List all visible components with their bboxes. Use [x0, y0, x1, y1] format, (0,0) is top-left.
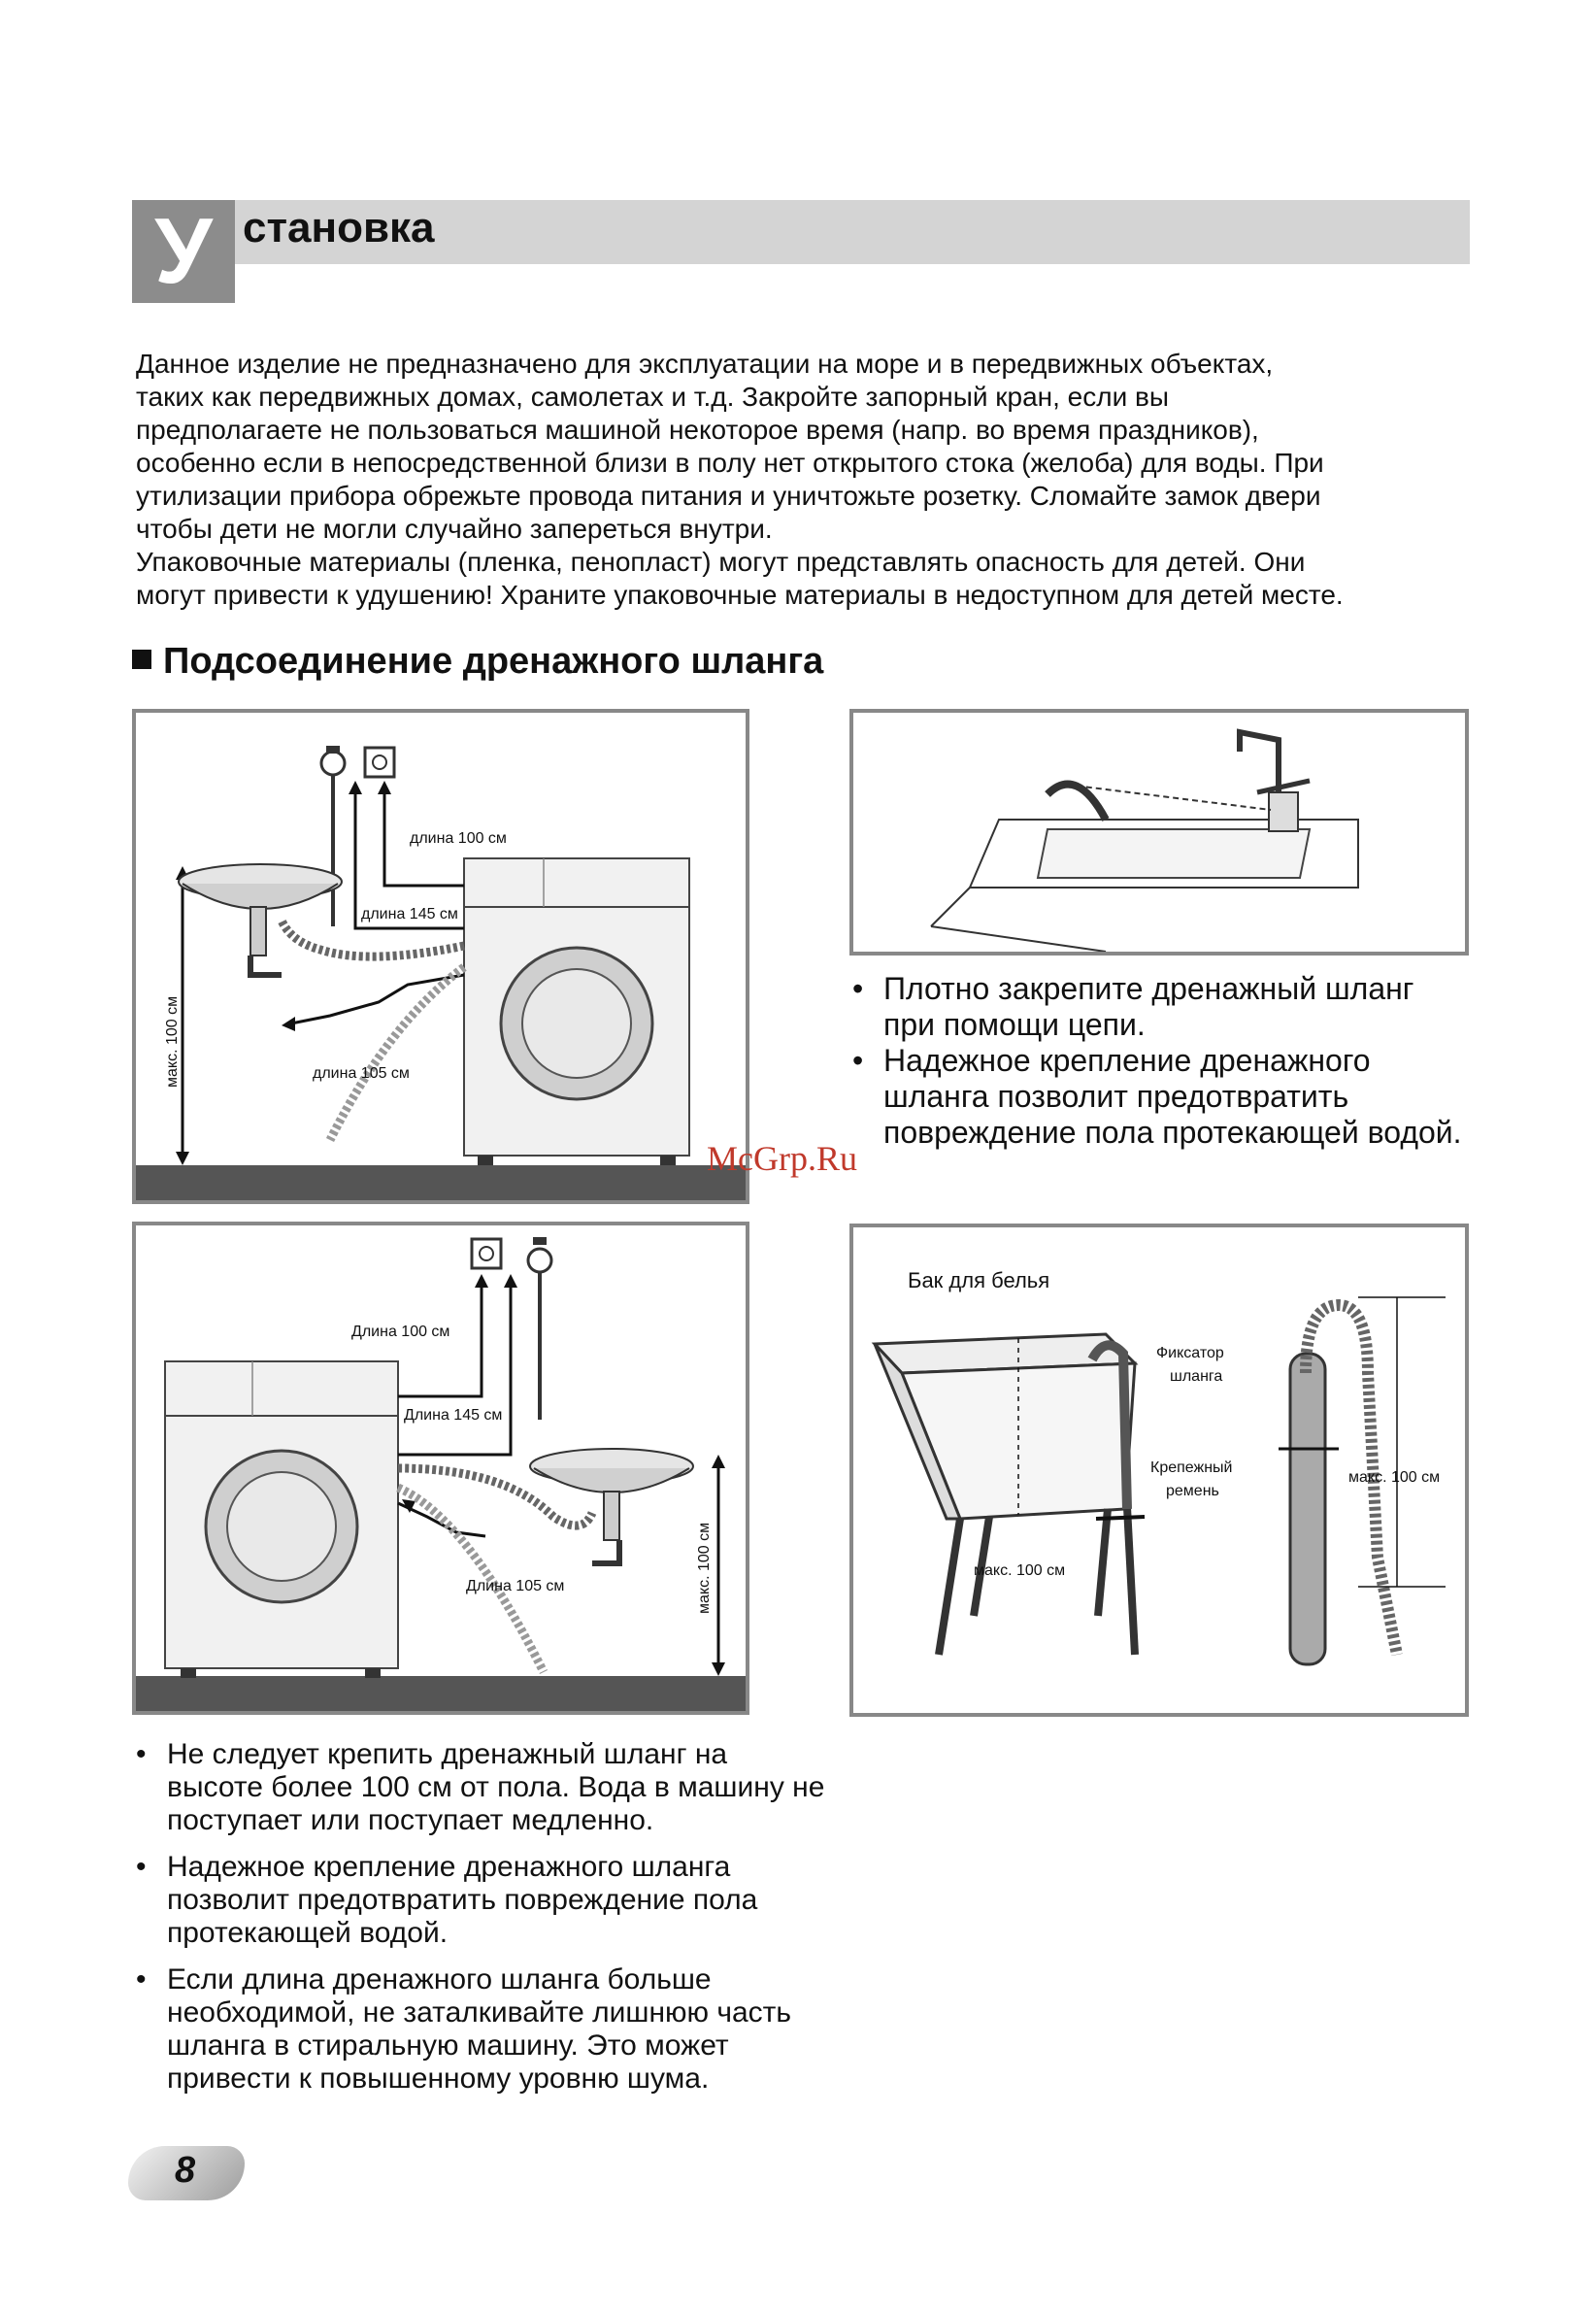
page-title: становка — [243, 204, 435, 252]
strap — [1096, 1517, 1145, 1519]
label-length-105: Длина 105 см — [466, 1578, 565, 1594]
intro-line: утилизации прибора обрежьте провода питания и уничтожьте розетку. Сломайте замок двери — [136, 481, 1321, 511]
sink — [530, 1449, 693, 1563]
label-max-100-pipe: макс. 100 см — [1348, 1469, 1441, 1486]
water-tap-icon — [528, 1237, 551, 1420]
label-hose-holder-2: шланга — [1170, 1368, 1223, 1385]
list-item: • Надежное крепление дренажного шланга позволит предотвратить повреждение пола протекающей водой. — [848, 1043, 1470, 1151]
laundry-tub — [875, 1334, 1135, 1655]
label-length-100: Длина 100 см — [351, 1324, 450, 1340]
intro-text — [136, 348, 1485, 612]
figure-drain-hose-right-sink — [132, 1222, 749, 1715]
drain-hose — [282, 921, 464, 956]
figure-drain-hose-left-sink — [132, 709, 749, 1204]
floor — [136, 1165, 746, 1200]
intro-line: Упаковочные материалы (пленка, пенопласт) могут представлять опасность для детей. Они — [136, 547, 1306, 577]
list-item: • Если длина дренажного шланга больше необходимой, не заталкивайте лишнюю часть шланга в стиральную машину. Это может привести к повышенному уровню шума. — [132, 1963, 831, 2096]
faucet-icon — [1240, 732, 1310, 831]
label-length-105: длина 105 см — [313, 1065, 410, 1082]
label-length-145: Длина 145 см — [404, 1407, 503, 1424]
drain-hose-hook — [1047, 785, 1106, 820]
section-heading-text: Подсоединение дренажного шланга — [163, 641, 824, 682]
page-number: 8 — [175, 2150, 196, 2191]
figure-sink-chain-drawing — [853, 713, 1465, 952]
washing-machine — [464, 858, 689, 1165]
list-item: • Надежное крепление дренажного шланга позволит предотвратить повреждение пола протекающей водой. — [132, 1851, 831, 1950]
label-tub: Бак для белья — [908, 1268, 1050, 1292]
watermark: McGrp.Ru — [707, 1139, 857, 1178]
figure-drain-hose-left-sink-drawing — [136, 713, 746, 1200]
intro-line: таких как передвижных домах, самолетах и т.д. Закройте запорный кран, если вы — [136, 382, 1170, 412]
floor — [136, 1676, 746, 1711]
intro-line: Данное изделие не предназначено для эксплуатации на море и в передвижных объектах, — [136, 349, 1274, 379]
sink-basin — [1038, 829, 1310, 878]
label-hose-holder-1: Фиксатор — [1156, 1345, 1224, 1361]
label-max-100-tub: макс. 100 см — [974, 1562, 1066, 1579]
sink — [179, 864, 342, 975]
figure-laundry-tub — [849, 1224, 1469, 1717]
figure-sink-chain — [849, 709, 1469, 956]
power-cord — [330, 967, 464, 1140]
water-tap-icon — [321, 746, 345, 926]
square-bullet-icon — [132, 650, 151, 669]
label-max-100: макс. 100 см — [696, 1522, 713, 1614]
label-length-145: длина 145 см — [361, 906, 458, 922]
label-strap-1: Крепежный — [1150, 1459, 1233, 1476]
label-strap-2: ремень — [1166, 1483, 1219, 1499]
power-socket-icon — [365, 748, 394, 777]
label-length-100: длина 100 см — [410, 830, 507, 847]
label-max-100: макс. 100 см — [164, 995, 181, 1088]
header-initial-letter: У — [132, 200, 235, 303]
bullet-list-right — [848, 971, 1470, 1151]
intro-line: могут привести к удушению! Храните упаковочные материалы в недоступном для детей месте. — [136, 580, 1344, 610]
list-item: • Плотно закрепите дренажный шланг при помощи цепи. — [848, 971, 1470, 1043]
intro-line: чтобы дети не могли случайно запереться внутри. — [136, 514, 773, 544]
washing-machine — [165, 1361, 398, 1678]
arrow-heads — [176, 781, 391, 1165]
figure-laundry-tub-drawing — [853, 1227, 1465, 1713]
figure-drain-hose-right-sink-drawing — [136, 1225, 746, 1711]
intro-line: предполагаете не пользоваться машиной некоторое время (напр. во время праздников), — [136, 415, 1259, 445]
intro-line: особенно если в непосредственной близи в полу нет открытого стока (желоба) для воды. При — [136, 448, 1324, 478]
section-heading — [132, 641, 823, 683]
list-item: • Не следует крепить дренажный шланг на высоте более 100 см от пола. Вода в машину не поступает или поступает медленно. — [132, 1738, 831, 1837]
bullet-list-left — [132, 1738, 831, 2109]
power-socket-icon — [472, 1239, 501, 1268]
